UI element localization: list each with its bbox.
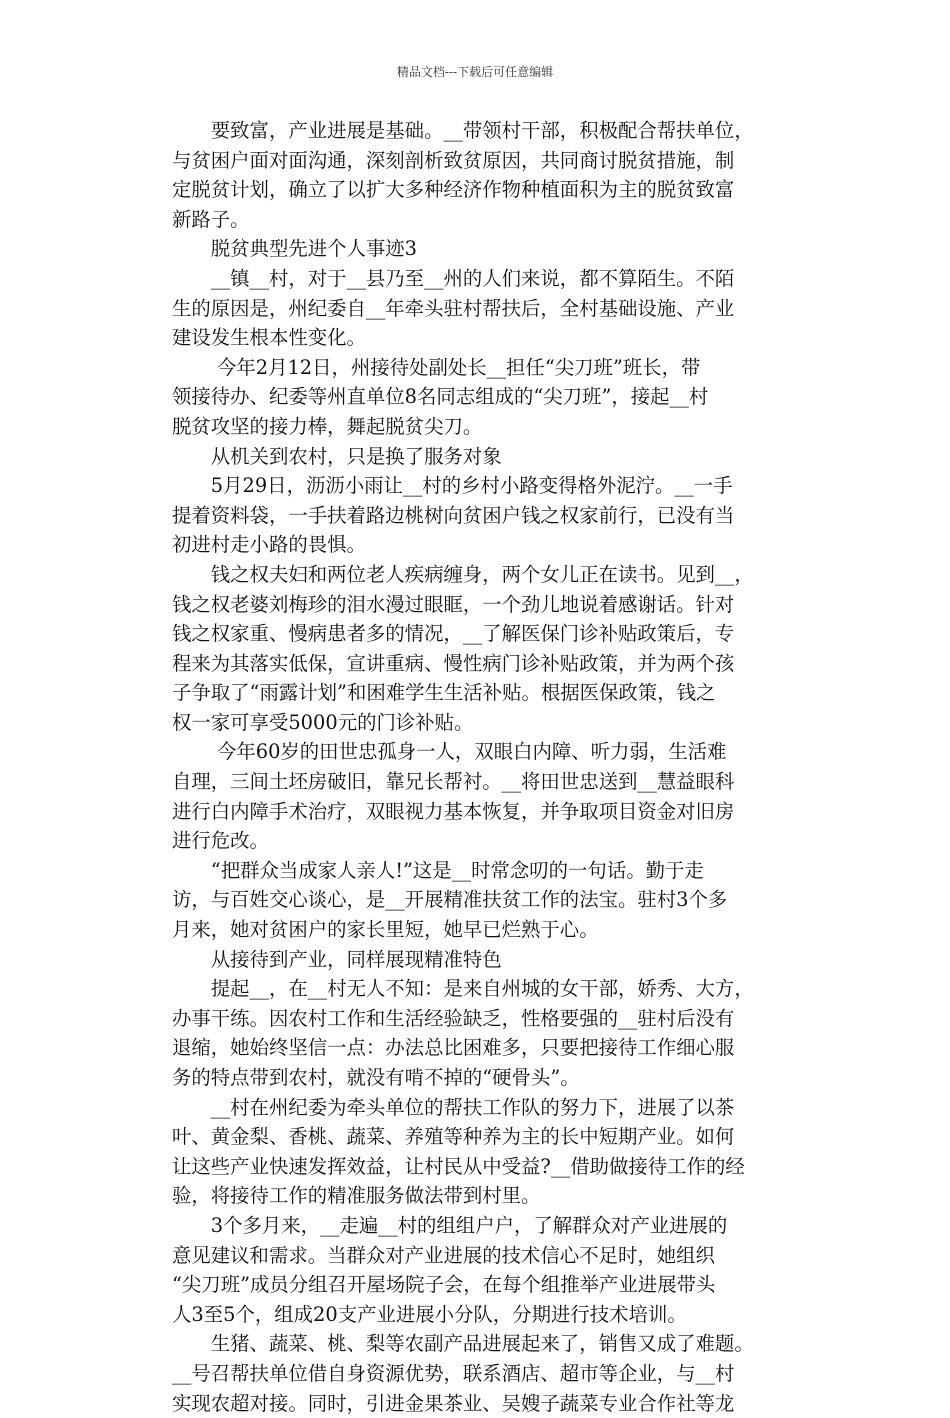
text-line: 访，与百姓交心谈心，是__开展精准扶贫工作的法宝。驻村3个多: [172, 888, 728, 912]
text-line: 初进村走小路的畏惧。: [172, 533, 366, 557]
text-line: 5月29日，沥沥小雨让__村的乡村小路变得格外泥泞。__一手: [172, 474, 733, 498]
text-line: 务的特点带到农村，就没有啃不掉的“硬骨头”。: [172, 1066, 580, 1089]
text-line: 从接待到产业，同样展现精准特色: [172, 947, 502, 971]
text-line: 提着资料袋，一手扶着路边桃树向贫困户钱之权家前行，已没有当: [172, 503, 735, 527]
text-line: 进行危改。: [172, 829, 269, 853]
text-line: 新路子。: [172, 207, 250, 231]
text-line: 定脱贫计划，确立了以扩大多种经济作物种植面积为主的脱贫致富: [172, 178, 735, 202]
text-line: 叶、黄金梨、香桃、蔬菜、养殖等种养为主的长中短期产业。如何: [172, 1125, 735, 1149]
text-line: 办事干练。因农村工作和生活经验缺乏，性格要强的__驻村后没有: [172, 1006, 735, 1030]
text-line: 领接待办、纪委等州直单位8名同志组成的“尖刀班”，接起__村: [172, 385, 709, 409]
text-line: 提起__，在__村无人不知：是来自州城的女干部，娇秀、大方，: [172, 977, 754, 1001]
text-line: 脱贫典型先进个人事迹3: [172, 237, 418, 261]
text-line: 钱之权老婆刘梅珍的泪水漫过眼眶，一个劲儿地说着感谢话。针对: [172, 592, 735, 616]
text-line: 意见建议和需求。当群众对产业进展的技术信心不足时，她组织: [172, 1243, 715, 1267]
text-line: 今年60岁的田世忠孤身一人，双眼白内障、听力弱，生活难: [172, 740, 727, 764]
text-line: 钱之权夫妇和两位老人疾病缠身，两个女儿正在读书。见到__，: [172, 562, 754, 586]
page-header: 精品文档---下载后可任意编辑: [396, 65, 554, 79]
text-line: 子争取了“雨露计划”和困难学生生活补贴。根据医保政策，钱之: [172, 681, 716, 705]
text-line: __镇__村，对于__县乃至__州的人们来说，都不算陌生。不陌: [172, 266, 735, 290]
text-line: 钱之权家重、慢病患者多的情况，__了解医保门诊补贴政策后，专: [172, 622, 735, 646]
text-line: 3个多月来，__走遍__村的组组户户，了解群众对产业进展的: [172, 1213, 728, 1237]
text-line: 权一家可享受5000元的门诊补贴。: [172, 710, 474, 734]
text-line: 进行白内障手术治疗，双眼视力基本恢复，并争取项目资金对旧房: [172, 799, 735, 823]
text-line: 生的原因是，州纪委自__年牵头驻村帮扶后，全村基础设施、产业: [172, 296, 735, 320]
text-line: 自理，三间土坯房破旧，靠兄长帮衬。__将田世忠送到__慧益眼科: [172, 770, 735, 794]
text-line: 今年2月12日，州接待处副处长__担任“尖刀班”班长，带: [172, 355, 701, 379]
text-line: 实现农超对接。同时，引进金果茶业、吴嫂子蔬菜专业合作社等龙: [172, 1391, 735, 1415]
text-line: 建设发生根本性变化。: [172, 326, 366, 350]
text-line: 人3至5个，组成20支产业进展小分队，分期进行技术培训。: [172, 1302, 687, 1326]
text-line: 程来为其落实低保，宣讲重病、慢性病门诊补贴政策，并为两个孩: [172, 651, 735, 675]
text-line: 脱贫攻坚的接力棒，舞起脱贫尖刀。: [172, 414, 483, 438]
text-line: __村在州纪委为牵头单位的帮扶工作队的努力下，进展了以茶: [172, 1095, 735, 1119]
text-line: 从机关到农村，只是换了服务对象: [172, 444, 502, 468]
text-line: __号召帮扶单位借自身资源优势，联系酒店、超市等企业，与__村: [172, 1361, 735, 1385]
text-line: 生猪、蔬菜、桃、梨等农副产品进展起来了，销售又成了难题。: [172, 1332, 754, 1356]
text-line: 让这些产业快速发挥效益，让村民从中受益?__借助做接待工作的经: [172, 1154, 745, 1178]
text-line: 与贫困户面对面沟通，深刻剖析致贫原因，共同商讨脱贫措施，制: [172, 148, 735, 172]
document-body: [172, 116, 812, 1418]
text-line: 退缩，她始终坚信一点：办法总比困难多，只要把接待工作细心服: [172, 1036, 735, 1060]
text-line: “把群众当成家人亲人!”这是__时常念叨的一句话。勤于走: [172, 858, 704, 882]
text-line: 月来，她对贫困户的家长里短，她早已烂熟于心。: [172, 918, 599, 942]
text-line: “尖刀班”成员分组召开屋场院子会，在每个组推举产业进展带头: [172, 1273, 716, 1297]
text-line: 要致富，产业进展是基础。__带领村干部，积极配合帮扶单位，: [172, 119, 754, 142]
text-line: 验，将接待工作的精准服务做法带到村里。: [172, 1184, 541, 1208]
